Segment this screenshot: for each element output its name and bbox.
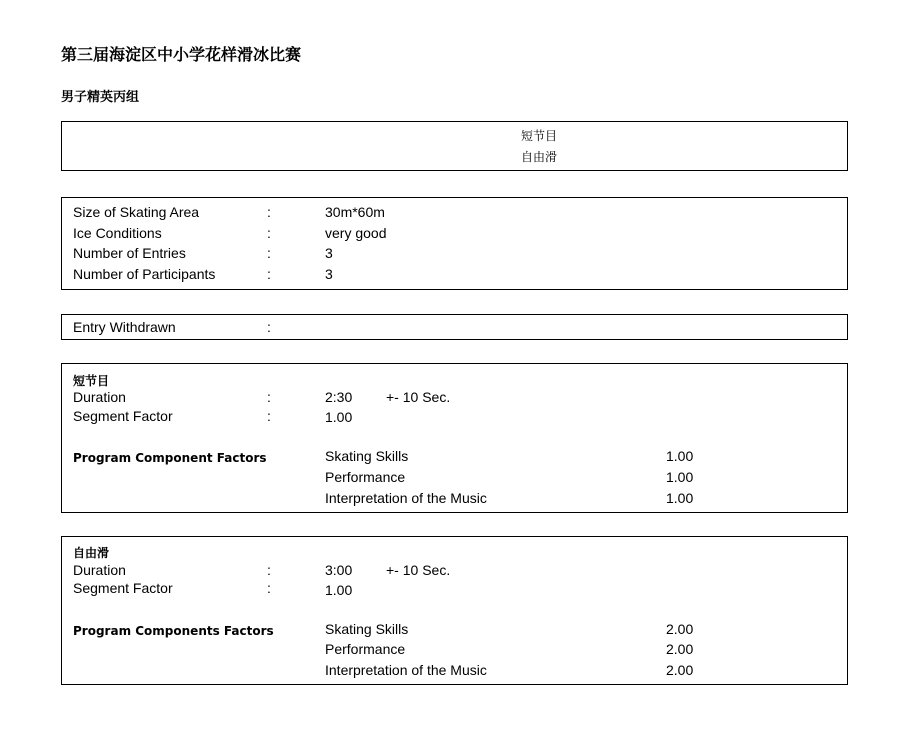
info-colon: : (267, 225, 271, 241)
duration-label: Duration (73, 389, 126, 405)
duration-label: Duration (73, 562, 126, 578)
category-title: 男子精英丙组 (61, 90, 140, 105)
competition-info-box (61, 197, 848, 290)
segment-factor-value: 1.00 (325, 582, 353, 598)
duration-colon: : (267, 389, 271, 405)
component-name: Performance (325, 641, 406, 657)
page-title: 第三届海淀区中小学花样滑冰比赛 (61, 45, 302, 64)
component-name: Interpretation of the Music (325, 662, 487, 678)
withdrawn-label: Entry Withdrawn (73, 319, 176, 335)
info-colon: : (267, 266, 271, 282)
segment-factor-colon: : (267, 408, 271, 424)
duration-value: 2:30 (325, 389, 353, 405)
segment-name-short: 短节目 (521, 129, 558, 143)
component-factor: 1.00 (666, 490, 694, 506)
segment-factor-value: 1.00 (325, 409, 353, 425)
component-factor: 1.00 (666, 469, 694, 485)
info-value: 3 (325, 266, 333, 282)
duration-tolerance: +- 10 Sec. (386, 562, 451, 578)
free-skating-heading: 自由滑 (73, 546, 110, 560)
free-skating-box (61, 536, 848, 685)
pcf-label: Program Component Factors (73, 451, 267, 465)
component-factor: 1.00 (666, 448, 694, 464)
short-program-heading: 短节目 (73, 374, 110, 388)
duration-colon: : (267, 562, 271, 578)
info-value: 30m*60m (325, 204, 385, 220)
info-colon: : (267, 204, 271, 220)
short-program-box (61, 363, 848, 513)
withdrawn-colon: : (267, 319, 271, 335)
info-label: Number of Entries (73, 245, 186, 261)
component-name: Performance (325, 469, 406, 485)
segment-name-free: 自由滑 (521, 150, 558, 164)
pcf-label: Program Components Factors (73, 624, 274, 638)
segment-factor-colon: : (267, 580, 271, 596)
info-label: Size of Skating Area (73, 204, 200, 220)
component-name: Skating Skills (325, 448, 409, 464)
info-label: Ice Conditions (73, 225, 162, 241)
component-name: Interpretation of the Music (325, 490, 487, 506)
component-factor: 2.00 (666, 621, 694, 637)
segment-factor-label: Segment Factor (73, 580, 173, 596)
info-value: 3 (325, 245, 333, 261)
component-factor: 2.00 (666, 641, 694, 657)
duration-tolerance: +- 10 Sec. (386, 389, 451, 405)
component-name: Skating Skills (325, 621, 409, 637)
info-value: very good (325, 225, 387, 241)
duration-value: 3:00 (325, 562, 353, 578)
info-colon: : (267, 245, 271, 261)
segments-box (61, 121, 848, 171)
info-label: Number of Participants (73, 266, 216, 282)
segment-factor-label: Segment Factor (73, 408, 173, 424)
entry-withdrawn-box (61, 314, 848, 340)
component-factor: 2.00 (666, 662, 694, 678)
